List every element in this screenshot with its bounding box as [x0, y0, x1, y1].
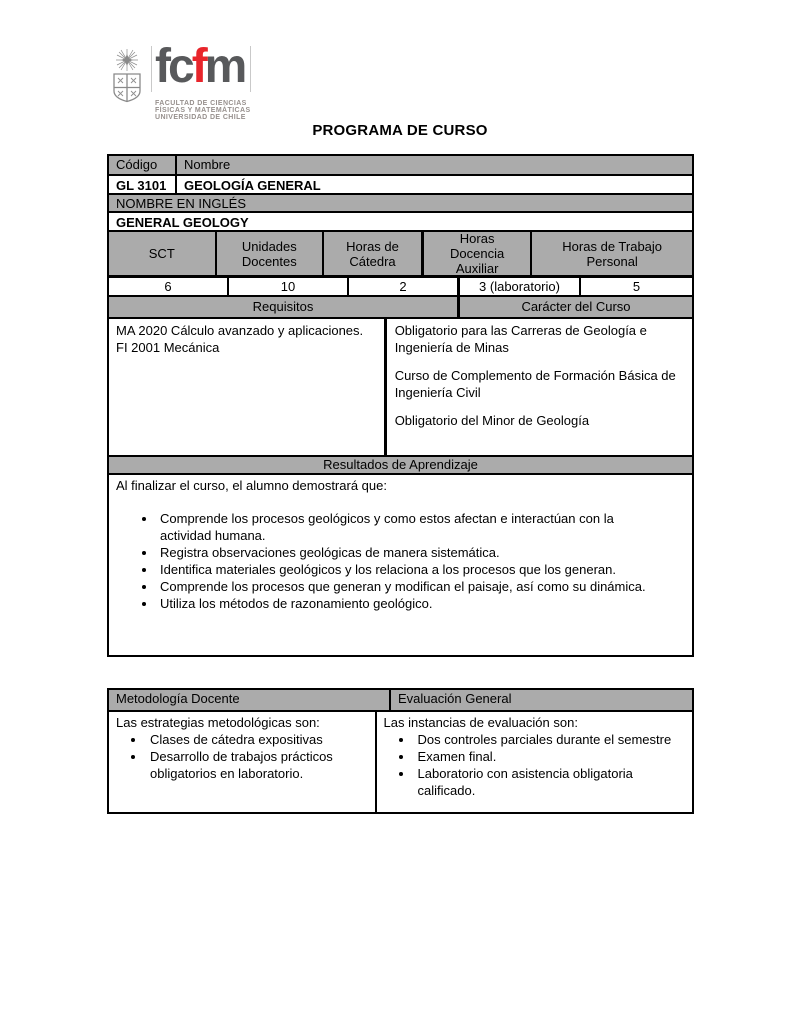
sct-header: SCT [148, 246, 175, 261]
resultados-bullet-list: • Comprende los procesos geológicos y como estos afectan e interactúan con la actividad humana. • Registra observaciones geológicas de manera sistemática. • Identifica materiales geológicos y los relaciona a los procesos que los generan. • Comprende los procesos que generan y modifican el paisaje, así como su dinámica. • Utiliza los métodos de razonamiento geológico. [116, 510, 685, 612]
nombre-ingles-label: NOMBRE EN INGLÉS [116, 196, 247, 211]
method-eval-content-row [109, 710, 692, 812]
code-name-value-row [109, 174, 692, 193]
methodology-evaluation-table [107, 688, 694, 814]
english-name-header-row [109, 193, 692, 211]
wordmark-letter-red: f [191, 40, 205, 93]
fcfm-wordmark [151, 40, 251, 93]
evaluacion-intro: Las instancias de evaluación son: [383, 715, 578, 730]
horas-docencia-auxiliar-value: 3 (laboratorio) [457, 278, 579, 295]
requisitos-content: MA 2020 Cálculo avanzado y aplicaciones. FI 2001 Mecánica [116, 323, 364, 355]
faculty-caption: FACULTAD DE CIENCIAS FÍSICAS Y MATEMÁTICAS UNIVERSIDAD DE CHILE [155, 100, 251, 121]
page-title: PROGRAMA DE CURSO [312, 122, 488, 139]
fcfm-logo [108, 40, 251, 121]
university-crest-icon [108, 48, 146, 106]
requisitos-label: Requisitos [252, 299, 314, 314]
wordmark-letter: m [204, 40, 245, 93]
horas-catedra-value: 2 [347, 278, 457, 295]
evaluacion-label: Evaluación General [389, 690, 692, 710]
nombre-value: GEOLOGÍA GENERAL [175, 176, 692, 193]
metodologia-content [109, 712, 375, 812]
metodologia-label: Metodología Docente [116, 691, 240, 706]
evaluacion-content [375, 712, 692, 812]
resultados-header-row [109, 455, 692, 473]
nombre-ingles-value: GENERAL GEOLOGY [116, 215, 249, 230]
requisitos-caracter-header-row [109, 295, 692, 317]
code-name-header-row [109, 156, 692, 174]
english-name-value-row [109, 211, 692, 230]
horas-catedra-header: Horas de Cátedra [322, 232, 421, 275]
logo-text-block [151, 40, 251, 121]
unidades-docentes-value: 10 [227, 278, 347, 295]
horas-trabajo-personal-header: Horas de Trabajo Personal [530, 232, 692, 275]
wordmark-letter: f [155, 40, 168, 93]
wordmark-letter: c [167, 40, 192, 93]
resultados-content [109, 475, 692, 655]
resultados-content-row [109, 473, 692, 655]
metodologia-intro: Las estrategias metodológicas son: [116, 715, 320, 730]
nombre-label: Nombre [175, 156, 692, 174]
evaluacion-bullet-list: • Dos controles parciales durante el semestre • Examen final. • Laboratorio con asistencia obligatoria calificado. [384, 731, 685, 799]
horas-trabajo-personal-value: 5 [579, 278, 692, 295]
sct-value: 6 [164, 279, 172, 294]
unidades-docentes-header: Unidades Docentes [215, 232, 323, 275]
course-info-table [107, 154, 694, 657]
caracter-content: Obligatorio para las Carreras de Geología e Ingeniería de Minas Curso de Complemento de Formación Básica de Ingeniería Civil Obligatorio del Minor de Geología [384, 319, 692, 455]
codigo-value: GL 3101 [116, 178, 167, 193]
codigo-label: Código [116, 157, 158, 172]
metodologia-bullet-list: • Clases de cátedra expositivas • Desarrollo de trabajos prácticos obligatorios en laboratorio. [116, 731, 368, 782]
horas-docencia-auxiliar-header: Horas Docencia Auxiliar [421, 232, 530, 275]
requisitos-caracter-content-row [109, 317, 692, 455]
resultados-intro: Al finalizar el curso, el alumno demostrará que: [116, 478, 387, 493]
hours-header-row [109, 230, 692, 276]
caracter-label: Carácter del Curso [457, 297, 692, 317]
hours-value-row [109, 276, 692, 295]
resultados-label: Resultados de Aprendizaje [323, 457, 478, 472]
method-eval-header-row [109, 690, 692, 710]
